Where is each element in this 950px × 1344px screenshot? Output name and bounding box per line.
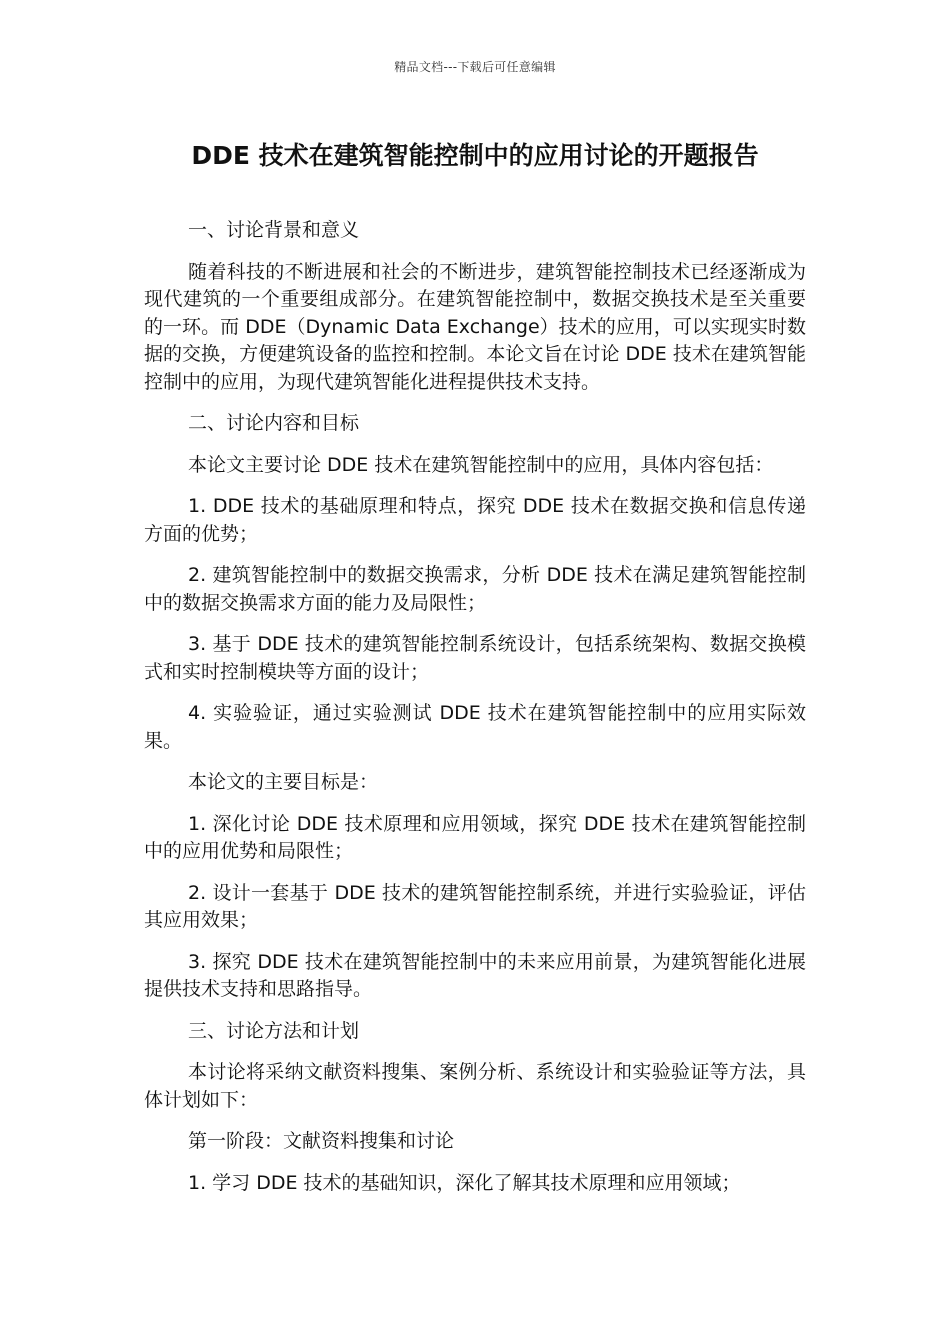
list-item-content-2: 2. 建筑智能控制中的数据交换需求，分析 DDE 技术在满足建筑智能控制中的数据交换需求方面的能力及局限性； [144,564,806,614]
document-title: DDE 技术在建筑智能控制中的应用讨论的开题报告 [191,141,759,170]
list-item-goal-2: 2. 设计一套基于 DDE 技术的建筑智能控制系统，并进行实验验证，评估其应用效果； [144,881,806,931]
list-item-content-3: 3. 基于 DDE 技术的建筑智能控制系统设计，包括系统架构、数据交换模式和实时控制模块等方面的设计； [144,633,806,683]
section-heading-background: 一、讨论背景和意义 [188,219,360,241]
document-body [144,217,806,1211]
paragraph-goals-intro: 本论文的主要目标是： [188,771,379,793]
section-heading-content-goals: 二、讨论内容和目标 [188,412,360,434]
paragraph-content-intro: 本论文主要讨论 DDE 技术在建筑智能控制中的应用，具体内容包括： [188,453,774,476]
list-item-goal-3: 3. 探究 DDE 技术在建筑智能控制中的未来应用前景，为建筑智能化进展提供技术支持和思路指导。 [144,950,806,1000]
list-item-content-1: 1. DDE 技术的基础原理和特点，探究 DDE 技术在数据交换和信息传递方面的优势； [144,495,806,545]
list-item-content-4: 4. 实验验证，通过实验测试 DDE 技术在建筑智能控制中的应用实际效果。 [144,702,806,752]
section-heading-method-plan: 三、讨论方法和计划 [188,1019,360,1042]
list-item-goal-1: 1. 深化讨论 DDE 技术原理和应用领域，探究 DDE 技术在建筑智能控制中的应用优势和局限性； [144,812,806,862]
header-note: 精品文档---下载后可任意编辑 [394,60,556,74]
plan-stage-1-heading: 第一阶段：文献资料搜集和讨论 [188,1130,455,1152]
paragraph-method-intro: 本讨论将采纳文献资料搜集、案例分析、系统设计和实验验证等方法，具体计划如下： [144,1061,806,1111]
list-item-stage-1-1: 1. 学习 DDE 技术的基础知识，深化了解其技术原理和应用领域； [188,1171,741,1194]
paragraph-background: 随着科技的不断进展和社会的不断进步，建筑智能控制技术已经逐渐成为现代建筑的一个重要组成部分。在建筑智能控制中，数据交换技术是至关重要的一环。而 DDE（Dynamic Data Exchange）技术的应用，可以实现实时数据的交换，方便建筑设备的监控和控制。本论文旨在讨论 DDE 技术在建筑智能控制中的应用，为现代建筑智能化进程提供技术支持。 [144,260,806,393]
